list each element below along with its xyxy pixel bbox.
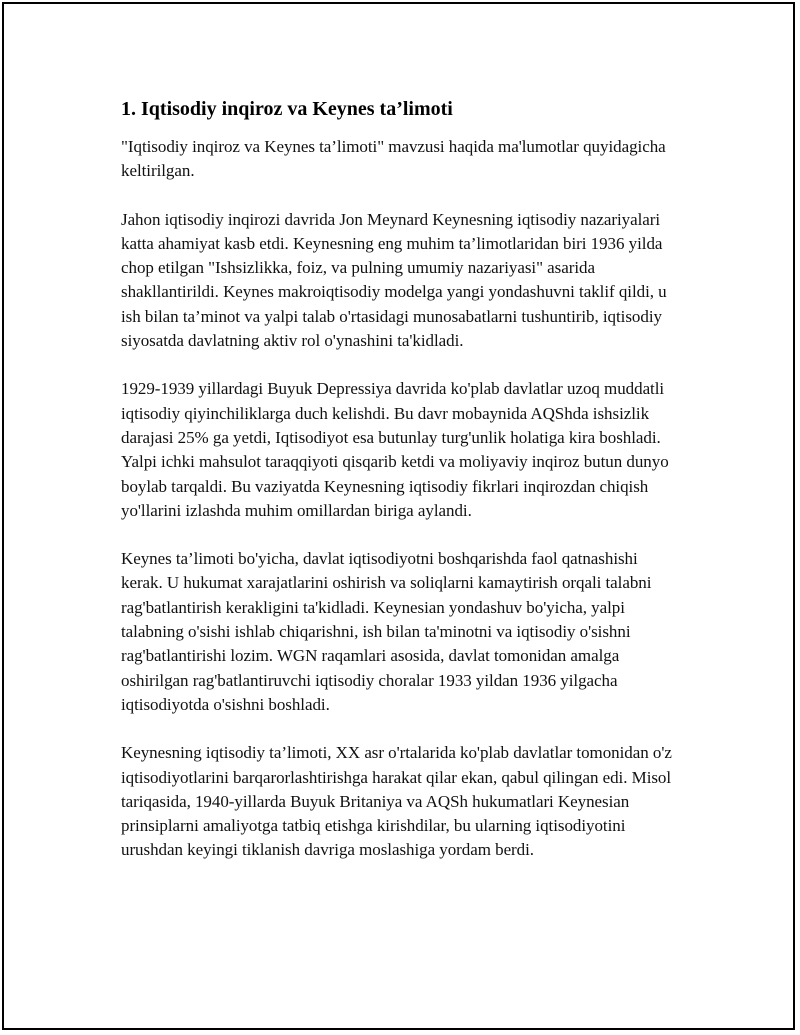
paragraph-intro: "Iqtisodiy inqiroz va Keynes ta’limoti" mavzusi haqida ma'lumotlar quyidagicha keltirilgan. [121, 137, 666, 181]
document-title: 1. Iqtisodiy inqiroz va Keynes ta’limoti [121, 98, 453, 120]
page-frame [2, 2, 795, 1030]
paragraph-keynes-theory: Jahon iqtisodiy inqirozi davrida Jon Meynard Keynesning iqtisodiy nazariyalari katta ahamiyat kasb etdi. Keynesning eng muhim ta’limotlaridan biri 1936 yilda chop etilgan "Ishsizlikka, foiz, va pulning umumiy nazariyasi" asarida shakllantirildi. Keynes makroiqtisodiy modelga yangi yondashuvni taklif qildi, u ish bilan ta’minot va yalpi talab o'rtasidagi munosabatlarni tushuntirib, iqtisodiy siyosatda davlatning aktiv rol o'ynashini ta'kidladi. [121, 209, 667, 351]
paragraph-state-role: Keynes ta’limoti bo'yicha, davlat iqtisodiyotni boshqarishda faol qatnashishi kerak. U hukumat xarajatlarini oshirish va soliqlarni kamaytirish orqali talabni rag'batlantirish kerakligini ta'kidladi. Keynesian yondashuv bo'yicha, yalpi talabning o'sishi ishlab chiqarishni, ish bilan ta'minotni va iqtisodiy o'sishni rag'batlantirishi lozim. WGN raqamlari asosida, davlat tomonidan amalga oshirilgan rag'batlantiruvchi iqtisodiy choralar 1933 yildan 1936 yilgacha iqtisodiyotda o'sishni boshladi. [121, 549, 652, 714]
paragraph-legacy: Keynesning iqtisodiy ta’limoti, XX asr o'rtalarida ko'plab davlatlar tomonidan o'z iqtisodiyotlarini barqarorlashtirishga harakat qilar ekan, qabul qilingan edi. Misol tariqasida, 1940-yillarda Buyuk Britaniya va AQSh hukumatlari Keynesian prinsiplarni amaliyotga tatbiq etishga kirishdilar, bu ularning iqtisodiyotini urushdan keyingi tiklanish davriga moslashiga yordam berdi. [121, 743, 672, 860]
document-body [121, 95, 681, 887]
paragraph-great-depression: 1929-1939 yillardagi Buyuk Depressiya davrida ko'plab davlatlar uzoq muddatli iqtisodiy qiyinchiliklarga duch kelishdi. Bu davr mobaynida AQShda ishsizlik darajasi 25% ga yetdi, Iqtisodiyot esa butunlay turg'unlik holatiga kira boshladi. Yalpi ichki mahsulot taraqqiyoti qisqarib ketdi va moliyaviy inqiroz butun dunyo boylab tarqaldi. Bu vaziyatda Keynesning iqtisodiy fikrlari inqirozdan chiqish yo'llarini izlashda muhim omillardan biriga aylandi. [121, 379, 669, 520]
